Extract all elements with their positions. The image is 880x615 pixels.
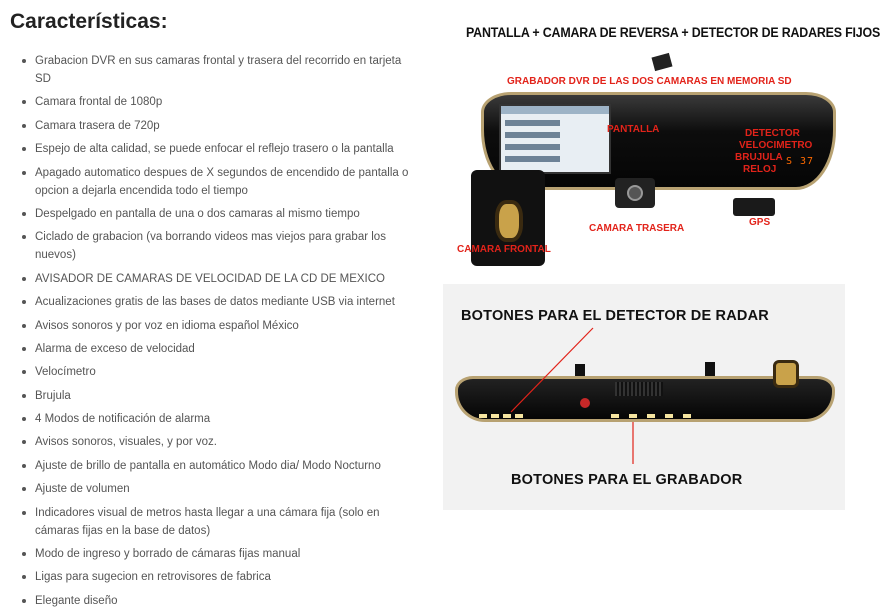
- list-item: Elegante diseño: [20, 592, 420, 610]
- label-dvr: GRABADOR DVR DE LAS DOS CAMARAS EN MEMORIA SD: [507, 76, 792, 87]
- rear-camera-image: [615, 178, 655, 208]
- list-item: Avisos sonoros, visuales, y por voz.: [20, 433, 420, 451]
- label-radar-buttons: BOTONES PARA EL DETECTOR DE RADAR: [461, 308, 769, 324]
- list-item: Ligas para sugecion en retrovisores de fabrica: [20, 568, 420, 586]
- product-diagram-top: [443, 12, 880, 274]
- list-item: Ajuste de brillo de pantalla en automático Modo dia/ Modo Nocturno: [20, 457, 420, 475]
- list-item: Avisos sonoros y por voz en idioma español México: [20, 317, 420, 335]
- list-item: Indicadores visual de metros hasta llegar a una cámara fija (solo en cámaras fijas en la base de datos): [20, 504, 420, 540]
- list-item: Apagado automatico despues de X segundos de encendido de pantalla o opcion a dejarla encendida todo el tiempo: [20, 164, 420, 200]
- label-recorder-buttons: BOTONES PARA EL GRABADOR: [511, 472, 743, 488]
- label-reloj: RELOJ: [743, 164, 777, 175]
- label-velocimetro: VELOCIMETRO: [739, 140, 813, 151]
- list-item: Velocímetro: [20, 363, 420, 381]
- label-gps: GPS: [749, 217, 771, 228]
- mirror-display-digits: S 37: [786, 156, 815, 167]
- list-item: Ajuste de volumen: [20, 480, 420, 498]
- list-item: Alarma de exceso de velocidad: [20, 340, 420, 358]
- list-item: 4 Modos de notificación de alarma: [20, 410, 420, 428]
- pointer-line-radar: [511, 328, 593, 412]
- feature-list: [20, 52, 420, 615]
- page-title: Características:: [10, 10, 168, 33]
- diagram-title: PANTALLA + CAMARA DE REVERSA + DETECTOR DE RADARES FIJOS: [466, 25, 880, 40]
- label-camara-trasera: CAMARA TRASERA: [589, 223, 685, 234]
- list-item: Grabacion DVR en sus camaras frontal y trasera del recorrido en tarjeta SD: [20, 52, 420, 88]
- list-item: Brujula: [20, 387, 420, 405]
- list-item: Modo de ingreso y borrado de cámaras fijas manual: [20, 545, 420, 563]
- list-item: AVISADOR DE CAMARAS DE VELOCIDAD DE LA CD DE MEXICO: [20, 270, 420, 288]
- label-pantalla: PANTALLA: [607, 124, 660, 135]
- list-item: Espejo de alta calidad, se puede enfocar el reflejo trasero o la pantalla: [20, 140, 420, 158]
- list-item: Ciclado de grabacion (va borrando videos mas viejos para grabar los nuevos): [20, 228, 420, 264]
- mirror-screen: [499, 104, 611, 174]
- label-detector: DETECTOR: [745, 128, 800, 139]
- label-brujula: BRUJULA: [735, 152, 783, 163]
- gps-module-image: [733, 198, 775, 216]
- list-item: Camara trasera de 720p: [20, 117, 420, 135]
- list-item: Acualizaciones gratis de las bases de datos mediante USB via internet: [20, 293, 420, 311]
- label-camara-frontal: CAMARA FRONTAL: [457, 244, 551, 255]
- list-item: Camara frontal de 1080p: [20, 93, 420, 111]
- list-item: Despelgado en pantalla de una o dos camaras al mismo tiempo: [20, 205, 420, 223]
- product-diagram-bottom: [443, 284, 845, 510]
- sd-card-icon: [651, 53, 672, 71]
